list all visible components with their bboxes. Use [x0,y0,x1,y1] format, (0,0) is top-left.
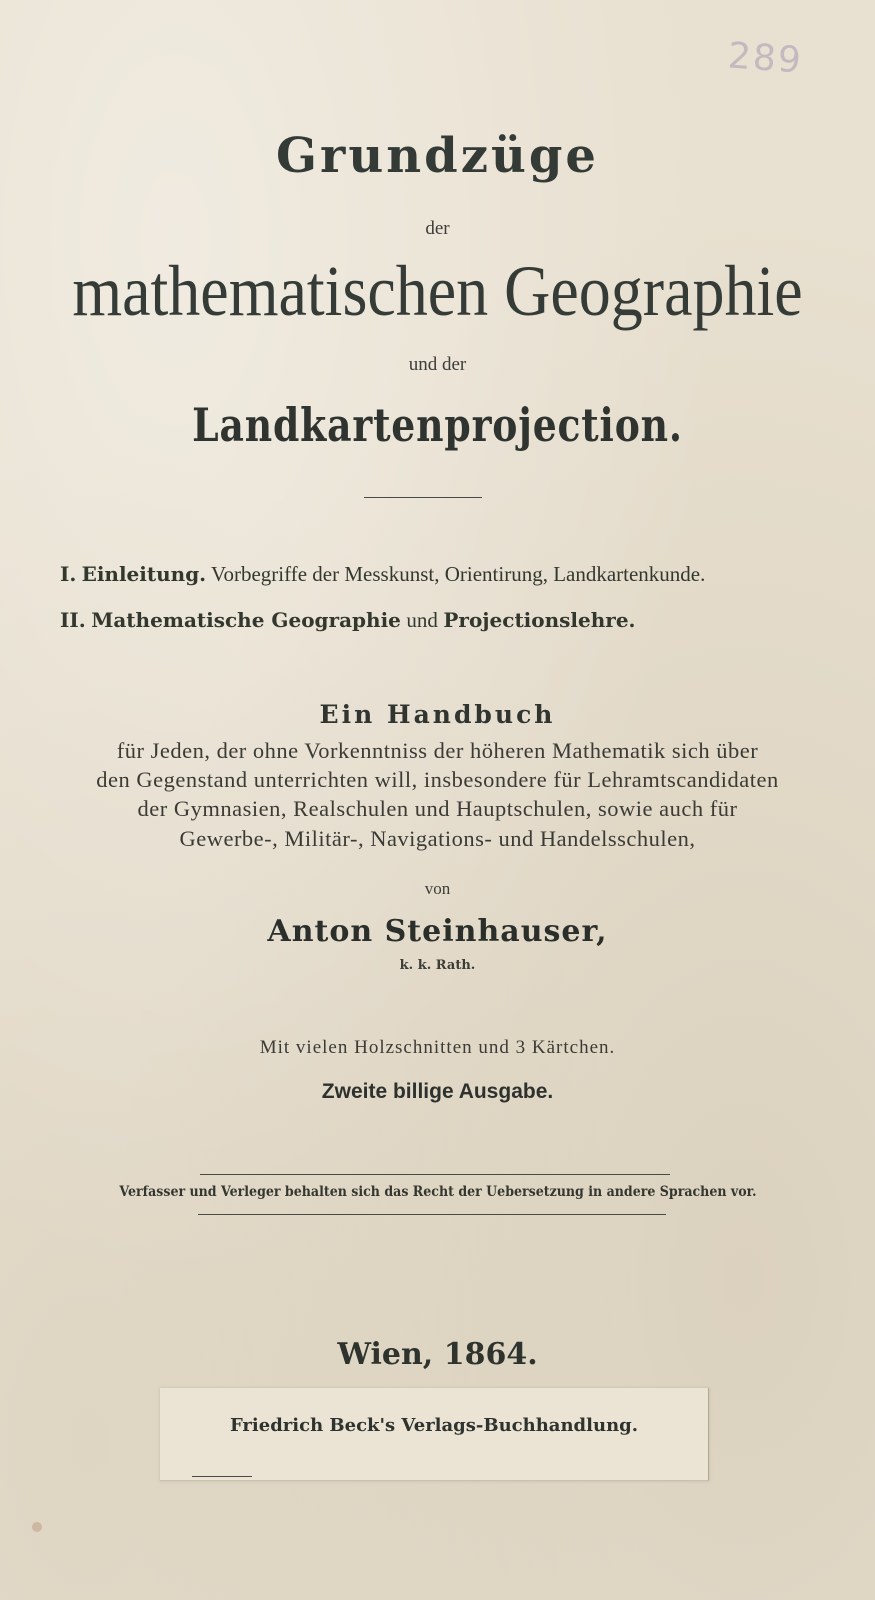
section-1-heading: Einleitung. [81,562,207,586]
author-by: von [424,879,451,898]
section-2-connector: und [406,608,438,632]
imprint-place-year: Wien, 1864. [337,1337,538,1372]
publisher-label-slip [160,1388,709,1481]
title-line-3: Landkartenprojection. [192,398,683,452]
title-connector-der: der [425,218,450,239]
section-1-numeral: I. [60,562,77,586]
section-1 [60,562,705,587]
author-rank: k. k. Rath. [399,958,476,973]
section-2-heading: Mathematische Geographie [91,608,401,632]
publisher-name: Friedrich Beck's Verlags-Buchhandlung. [229,1415,639,1436]
pencil-annotation: 289 [726,35,805,82]
handbook-line-2: den Gegenstand unterrichten will, insbesondere für Lehramtscandidaten [96,767,779,792]
title-connector-und-der: und der [408,354,467,375]
handbook-line-4: Gewerbe-, Militär-, Navigations- und Handelsschulen, [179,826,696,851]
rights-rule-bottom [198,1214,666,1215]
handbook-line-1: für Jeden, der ohne Vorkenntniss der höheren Mathematik sich über [116,738,759,763]
foxing-spot [32,1522,42,1532]
rights-notice-text: Verfasser und Verleger behalten sich das Recht der Uebersetzung in andere Sprachen vor. [118,1184,757,1200]
section-2-numeral: II. [60,608,86,632]
publisher-slip-rule [192,1476,252,1477]
handbook-title: Ein Handbuch [319,700,556,729]
rights-rule-top [200,1174,670,1175]
edition-note: Zweite billige Ausgabe. [321,1080,554,1103]
section-1-text: Vorbegriffe der Messkunst, Orientirung, Landkartenkunde. [211,562,706,586]
illustrations-note: Mit vielen Holzschnitten und 3 Kärtchen. [259,1037,616,1058]
title-line-1: Grundzüge [276,128,599,184]
title-divider [364,497,482,498]
author-name: Anton Steinhauser, [267,914,608,949]
title-line-2: mathematischen Geographie [72,251,803,331]
rights-notice [0,1184,875,1200]
section-2 [60,607,636,633]
section-2-tail: Projectionslehre. [443,608,636,632]
handbook-line-3: der Gymnasien, Realschulen und Hauptschulen, sowie auch für [137,796,738,821]
